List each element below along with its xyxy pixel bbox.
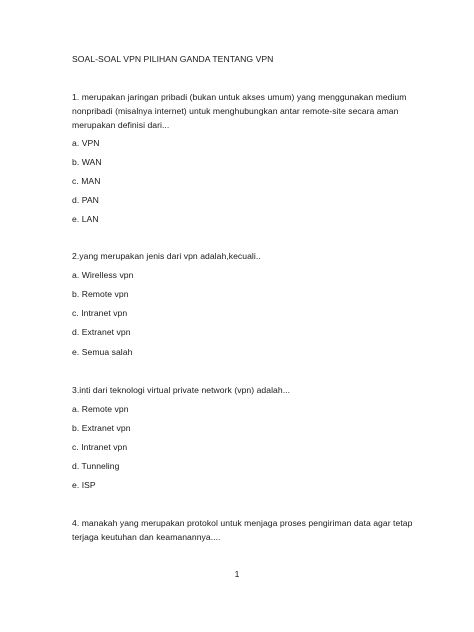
- question-2-option-a: a. Wirelless vpn: [72, 270, 134, 280]
- question-4-line-2: terjaga keutuhan dan keamanannya....: [72, 532, 221, 542]
- question-1-option-e: e. LAN: [72, 214, 99, 224]
- question-3-line-1: 3.inti dari teknologi virtual private network (vpn) adalah...: [72, 385, 291, 395]
- question-4-line-1: 4. manakah yang merupakan protokol untuk menjaga proses pengiriman data agar tetap: [72, 518, 413, 528]
- question-1-line-1: 1. merupakan jaringan pribadi (bukan untuk akses umum) yang menggunakan medium: [72, 92, 407, 102]
- question-2-option-b: b. Remote vpn: [72, 289, 129, 299]
- question-2-option-e: e. Semua salah: [72, 347, 133, 357]
- question-2-line-1: 2.yang merupakan jenis dari vpn adalah,kecuali..: [72, 251, 261, 261]
- question-1-option-a: a. VPN: [72, 138, 100, 148]
- question-3-option-b: b. Extranet vpn: [72, 423, 131, 433]
- question-2-option-d: d. Extranet vpn: [72, 327, 131, 337]
- page-number: 1: [234, 569, 240, 579]
- question-1-option-c: c. MAN: [72, 176, 101, 186]
- question-3-option-a: a. Remote vpn: [72, 404, 129, 414]
- question-1-option-d: d. PAN: [72, 195, 99, 205]
- question-1-line-3: merupakan definisi dari...: [72, 120, 170, 130]
- question-1-option-b: b. WAN: [72, 157, 102, 167]
- question-1-line-2: nonpribadi (misalnya internet) untuk menghubungkan antar remote-site secara aman: [72, 106, 399, 116]
- question-3-option-c: c. Intranet vpn: [72, 442, 128, 452]
- question-3-option-d: d. Tunneling: [72, 461, 120, 471]
- document-title: SOAL-SOAL VPN PILIHAN GANDA TENTANG VPN: [72, 54, 274, 64]
- question-2-option-c: c. Intranet vpn: [72, 308, 128, 318]
- question-3-option-e: e. ISP: [72, 480, 96, 490]
